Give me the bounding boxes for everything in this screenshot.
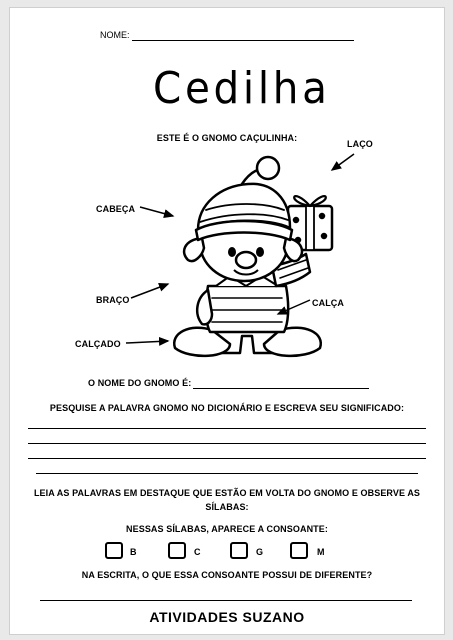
checkbox-c[interactable] — [168, 542, 186, 559]
syllable-prompt: NESSAS SÍLABAS, APARECE A CONSOANTE: — [126, 524, 328, 534]
label-calca: CALÇA — [312, 298, 344, 308]
option-b-label: B — [130, 547, 137, 557]
label-laco: LAÇO — [347, 139, 373, 149]
research-prompt: PESQUISE A PALAVRA GNOMO NO DICIONÁRIO E ESCREVA SEU SIGNIFICADO: — [49, 403, 405, 413]
read-prompt-line1: LEIA AS PALAVRAS EM DESTAQUE QUE ESTÃO EM VOLTA DO GNOMO E OBSERVE AS — [33, 488, 421, 498]
gnome-name-answer-line[interactable] — [193, 388, 369, 389]
checkbox-b[interactable] — [105, 542, 123, 559]
label-calcado: CALÇADO — [75, 339, 121, 349]
arrow-calca — [278, 300, 310, 314]
answer-line-2[interactable] — [28, 443, 426, 444]
gnome-name-prompt: O NOME DO GNOMO É: — [88, 378, 192, 388]
checkbox-m[interactable] — [290, 542, 308, 559]
read-prompt-line2: SÍLABAS: — [205, 502, 249, 512]
label-arrows — [10, 8, 444, 408]
answer-line-4[interactable] — [36, 473, 418, 474]
worksheet-page — [9, 7, 445, 635]
footer-brand: ATIVIDADES SUZANO — [149, 609, 305, 625]
intro-text: ESTE É O GNOMO CAÇULINHA: — [156, 133, 298, 143]
answer-line-1[interactable] — [28, 428, 426, 429]
checkbox-g[interactable] — [230, 542, 248, 559]
arrow-cabeca — [140, 207, 173, 216]
option-c-label: C — [194, 547, 201, 557]
difference-answer-line[interactable] — [40, 600, 412, 601]
label-braco: BRAÇO — [96, 295, 130, 305]
answer-line-3[interactable] — [28, 458, 426, 459]
page-title: Cedilha — [153, 63, 331, 114]
arrow-braco — [131, 284, 168, 298]
label-cabeca: CABEÇA — [96, 204, 136, 214]
option-m-label: M — [317, 547, 325, 557]
arrow-calcado — [126, 341, 168, 343]
option-g-label: G — [256, 547, 264, 557]
name-label: NOME: — [100, 30, 130, 40]
difference-prompt: NA ESCRITA, O QUE ESSA CONSOANTE POSSUI DE DIFERENTE? — [81, 570, 373, 580]
arrow-laco — [332, 154, 354, 170]
